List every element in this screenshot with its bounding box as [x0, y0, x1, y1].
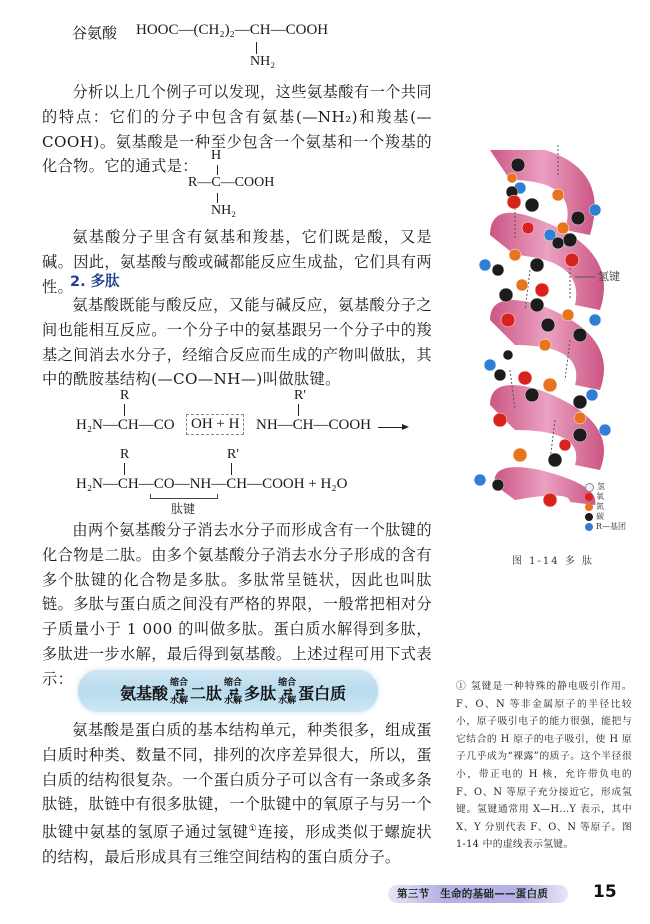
legend-item-oxygen: 氧	[585, 492, 626, 502]
hydrogen-bond-label: 氢键	[598, 270, 620, 283]
reaction-r2: R'	[294, 388, 306, 403]
general-formula-main: R—C—COOH	[188, 175, 275, 190]
legend-item-nitrogen: 氮	[585, 502, 626, 512]
paragraph-protein-structure	[42, 718, 432, 870]
protein-structure-text-b: 连接，形成类似于螺旋状的结构，最后形成具有三维空间结构的蛋白质分子。	[42, 823, 433, 867]
reaction-r1: R	[120, 388, 130, 403]
atom-legend	[585, 482, 626, 532]
reaction-r1-bond	[124, 404, 125, 416]
footnote-marker: ①	[248, 824, 258, 835]
glutamic-acid-name: 谷氨酸	[72, 24, 118, 42]
general-formula-nh2: NH₂	[211, 203, 237, 218]
page-number: 15	[593, 882, 617, 902]
reaction-water-box: OH + H	[186, 414, 244, 435]
section-heading-polypeptide: 2. 多肽	[70, 274, 120, 290]
glutamic-bond-line	[256, 42, 257, 54]
legend-item-hydrogen: 氢	[585, 482, 626, 492]
banner-amino-acid: 氨基酸	[120, 683, 169, 703]
reaction-reactant-2: NH—CH—COOH	[256, 417, 372, 433]
banner-dipeptide: 二肽	[190, 683, 223, 703]
reaction-arrow-head	[402, 424, 409, 430]
banner-protein: 蛋白质	[298, 683, 347, 703]
general-formula-bond-top	[217, 165, 218, 175]
glutamic-acid-formula: HOOC—(CH₂)₂—CH—COOH	[136, 22, 329, 38]
general-formula-bond-bottom	[217, 193, 218, 203]
reaction-product-r2: R'	[227, 447, 239, 462]
footer-section-title: 第三节 生命的基础——蛋白质	[397, 888, 549, 900]
peptide-bond-bracket	[150, 494, 218, 499]
banner-polypeptide: 多肽	[244, 683, 277, 703]
reaction-product-r1: R	[120, 447, 130, 462]
paragraph-amino-acid-features: 分析以上几个例子可以发现，这些氨基酸有一个共同的特点：它们的分子中包含有氨基(—NH₂)和羧基(—COOH)。氨基酸是一种至少包含一个氨基和一个羧基的化合物。它的通式是：	[42, 83, 432, 176]
footnote-hydrogen-bond: ① 氢键是一种特殊的静电吸引作用。F、O、N 等非金属原子的半径比较小，原子吸引电子的能力很强，能把与它结合的 H 原子的电子吸引，使 H 原子几乎成为“裸露”的质子。这个半径很小，带正电的 H 核，允许带负电的 F、O、N 等原子充分接近它，形成氢键。氢键通常用 X—H…Y 表示，其中 X、Y 分别代表 F、O、N 等原子。图 1-14 中的虚线表示氢键。	[456, 681, 632, 851]
reaction-reactant-1: H₂N—CH—CO	[76, 417, 175, 433]
reaction-product-r2-bond	[231, 463, 232, 475]
equilibrium-arrow-2: 缩合 ⇄ 水解	[224, 678, 243, 706]
protein-structure-text-a: 氨基酸是蛋白质的基本结构单元，种类很多，组成蛋白质时种类、数量不同，排列的次序差异很大，所以，蛋白质的结构很复杂。一个蛋白质分子可以含有一条或多条肽链，肽链中有很多肽键，一个肽键中的氧原子与另一个肽键中氨基的氢原子通过氢键	[42, 721, 432, 842]
glutamic-acid-nh2: NH₂	[250, 54, 276, 69]
paragraph-peptide-bond: 氨基酸既能与酸反应，又能与碱反应，氨基酸分子之间也能相互反应。一个分子中的氨基跟另一个分子中的羧基之间消去水分子，经缩合反应而生成的产物叫做肽，其中的酰胺基结构(—CO—NH—)叫做肽键。	[42, 296, 432, 389]
condensation-hydrolysis-banner	[78, 670, 378, 712]
equilibrium-arrow-3: 缩合 ⇄ 水解	[278, 678, 297, 706]
polypeptide-helix-figure	[470, 140, 650, 550]
equilibrium-arrow-1: 缩合 ⇄ 水解	[170, 678, 189, 706]
paragraph-amphoteric: 氨基酸分子里含有氨基和羧基，它们既是酸，又是碱。因此，氨基酸与酸或碱都能反应生成盐，它们具有两性。	[42, 228, 432, 296]
reaction-product: H₂N—CH—CO—NH—CH—COOH + H₂O	[76, 476, 348, 492]
legend-item-carbon: 碳	[585, 512, 626, 522]
legend-item-r-group: R—基团	[585, 522, 626, 532]
paragraph-dipeptide-polypeptide: 由两个氨基酸分子消去水分子而形成含有一个肽键的化合物是二肽。由多个氨基酸分子消去水分子形成的含有多个肽键的化合物是多肽。多肽常呈链状，因此也叫肽链。多肽与蛋白质之间没有严格的界限，一般常把相对分子质量小于 1 000 的叫做多肽。蛋白质水解得到多肽，多肽进一步水解，最后得到氨基酸。上述过程可用下式表示：	[42, 521, 432, 688]
peptide-bond-label: 肽键	[171, 502, 196, 516]
general-formula-h: H	[211, 148, 222, 163]
reaction-r2-bond	[298, 404, 299, 416]
reaction-product-r1-bond	[124, 463, 125, 475]
figure-caption: 图 1-14 多 肽	[512, 556, 595, 567]
